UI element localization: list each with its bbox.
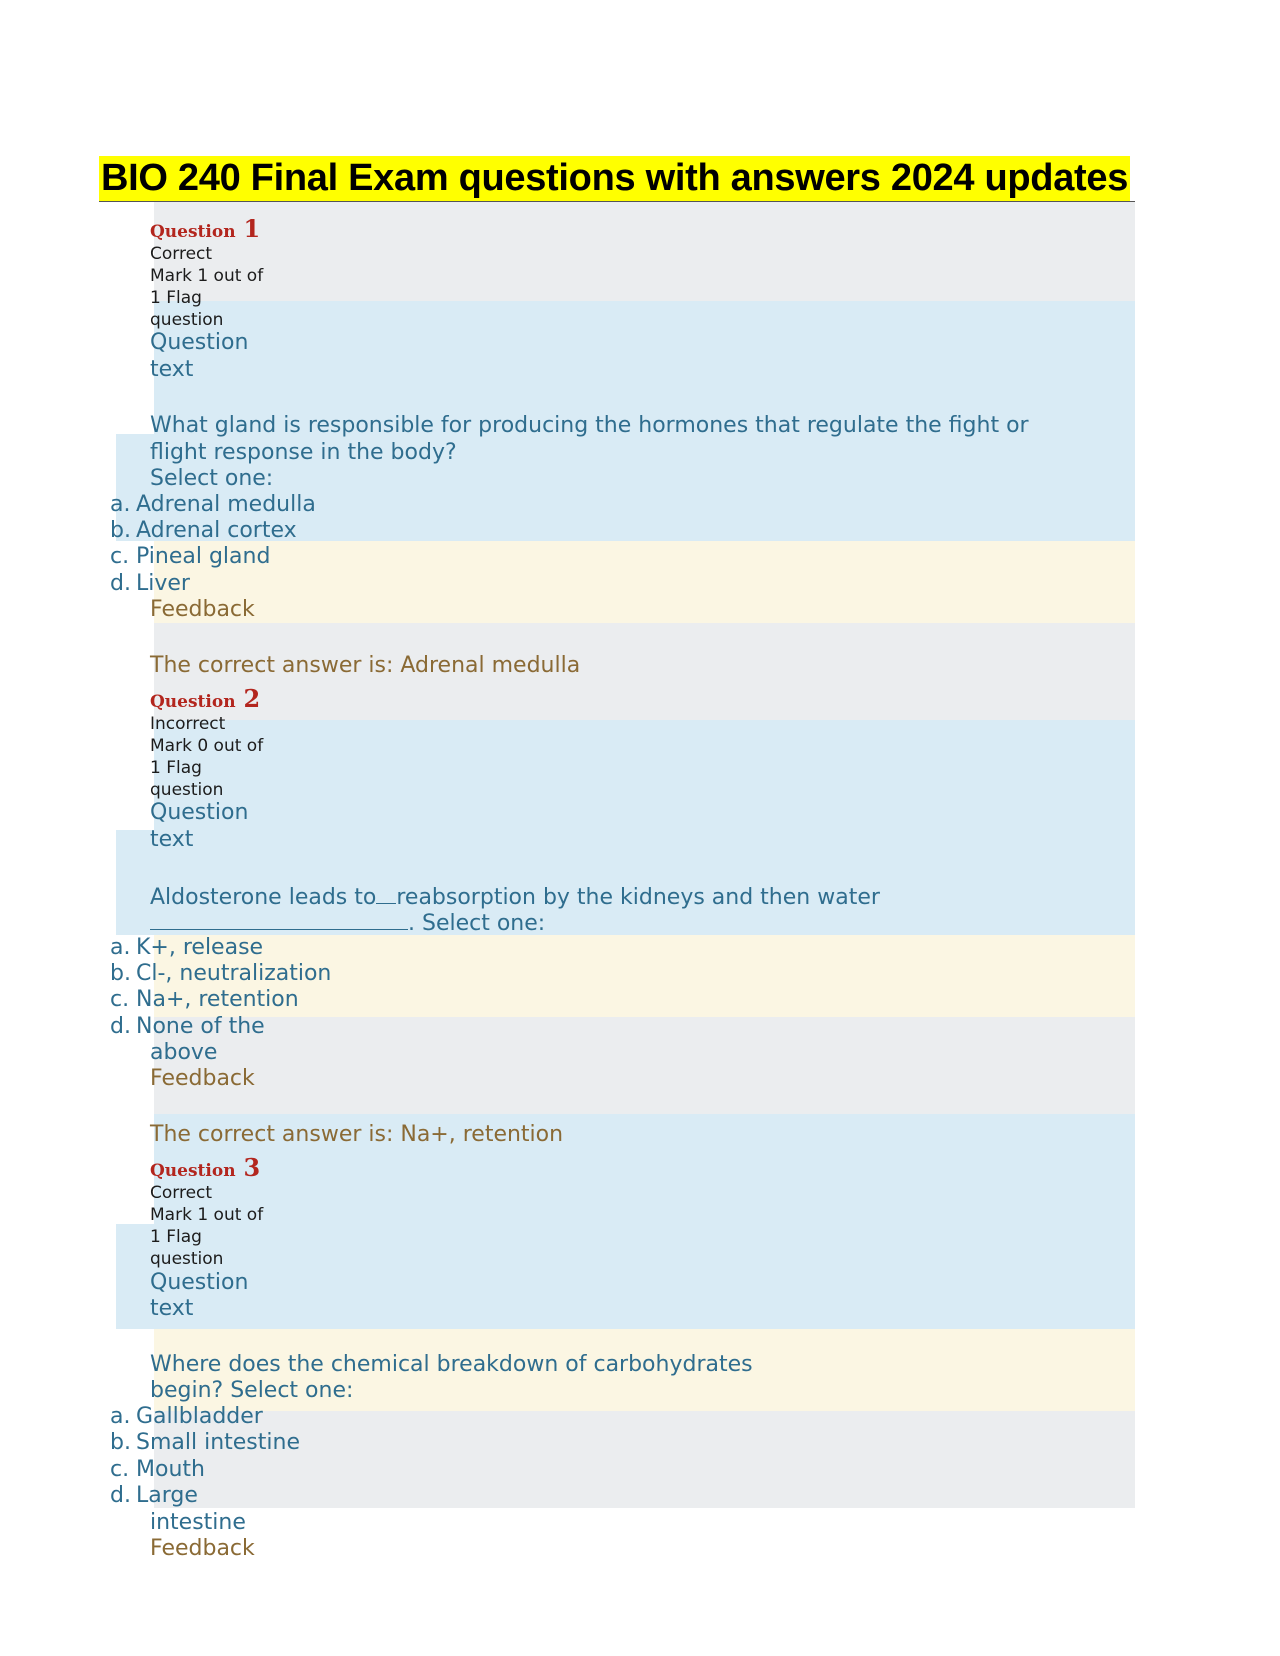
- question-text-end: reabsorption by the kidneys and then water: [396, 885, 880, 910]
- question-text-cont: flight response in the body?: [150, 440, 457, 465]
- band-q3-options: [154, 1411, 1135, 1508]
- question-label: Question: [150, 692, 236, 712]
- flag-question-link-cont[interactable]: question: [150, 1249, 224, 1269]
- answer-option-c[interactable]: [110, 544, 270, 571]
- option-text: Small intestine: [136, 1430, 300, 1455]
- question-number: 3: [243, 1153, 261, 1182]
- flag-question-link[interactable]: 1 Flag: [150, 758, 202, 778]
- question-mark: Mark 0 out of: [150, 736, 264, 756]
- question-text: What gland is responsible for producing the hormones that regulate the fight or: [150, 413, 1029, 438]
- answer-option-d[interactable]: [110, 1483, 198, 1510]
- option-text: Adrenal cortex: [136, 518, 297, 543]
- band-q3-text-wide: [116, 1224, 1135, 1329]
- flag-question-link-cont[interactable]: question: [150, 310, 224, 330]
- question-number: 2: [243, 684, 261, 713]
- option-text: Mouth: [136, 1457, 205, 1482]
- option-letter: d.: [110, 1483, 131, 1508]
- select-one-label: Select one:: [150, 466, 274, 491]
- option-letter: b.: [110, 961, 131, 986]
- fill-in-blank-short: [376, 883, 396, 904]
- answer-option-b[interactable]: [110, 518, 297, 545]
- option-letter: a.: [110, 492, 131, 517]
- question-mark: Mark 1 out of: [150, 266, 264, 286]
- option-text: Large: [136, 1483, 198, 1508]
- question-heading: [150, 684, 260, 713]
- option-letter: b.: [110, 518, 131, 543]
- question-status: Correct: [150, 244, 213, 264]
- question-status: Incorrect: [150, 714, 226, 734]
- question-label: Question: [150, 1161, 236, 1181]
- feedback-label: Feedback: [150, 597, 255, 622]
- fill-in-blank-long: [150, 909, 408, 930]
- band-q1-header: [154, 202, 1135, 301]
- question-heading: [150, 214, 260, 243]
- select-one-label: . Select one:: [408, 911, 546, 936]
- option-text: Liver: [136, 571, 190, 596]
- correct-answer: The correct answer is: Na+, retention: [150, 1122, 564, 1147]
- flag-question-link-cont[interactable]: question: [150, 780, 224, 800]
- option-letter: d.: [110, 571, 131, 596]
- question-text: Where does the chemical breakdown of carbohydrates: [150, 1352, 753, 1377]
- option-text: Na+, retention: [136, 987, 299, 1012]
- option-text: Pineal gland: [136, 544, 271, 569]
- answer-option-a[interactable]: [110, 935, 263, 962]
- answer-option-d-cont[interactable]: intestine: [150, 1510, 246, 1535]
- option-letter: c.: [110, 544, 130, 569]
- answer-option-b[interactable]: [110, 961, 331, 988]
- answer-option-a[interactable]: [110, 492, 316, 519]
- question-label: Question: [150, 222, 236, 242]
- question-text-start: Aldosterone leads to: [150, 885, 377, 910]
- question-text-label: Question: [150, 1270, 249, 1295]
- band-q2-text: [154, 720, 1135, 830]
- answer-option-d-cont[interactable]: above: [150, 1040, 218, 1065]
- option-letter: c.: [110, 987, 130, 1012]
- band-q1-options: [154, 541, 1135, 623]
- title-underline: [99, 201, 1135, 202]
- question-text-cont: [150, 909, 545, 938]
- answer-option-a[interactable]: [110, 1404, 263, 1431]
- option-text: Adrenal medulla: [136, 492, 316, 517]
- question-text: [150, 883, 880, 912]
- answer-option-b[interactable]: [110, 1430, 300, 1457]
- option-text: Gallbladder: [136, 1404, 263, 1429]
- option-letter: d.: [110, 1014, 131, 1039]
- question-heading: [150, 1153, 260, 1182]
- question-text-label-cont: text: [150, 1296, 194, 1321]
- document-title: BIO 240 Final Exam questions with answers 2024 updates: [101, 157, 1129, 199]
- correct-answer: The correct answer is: Adrenal medulla: [150, 653, 581, 678]
- flag-question-link[interactable]: 1 Flag: [150, 288, 202, 308]
- option-letter: c.: [110, 1457, 130, 1482]
- answer-option-d[interactable]: [110, 571, 190, 598]
- answer-option-c[interactable]: [110, 1457, 205, 1484]
- option-text: Cl-, neutralization: [136, 961, 332, 986]
- question-text-label-cont: text: [150, 827, 194, 852]
- feedback-label: Feedback: [150, 1066, 255, 1091]
- question-mark: Mark 1 out of: [150, 1205, 264, 1225]
- option-letter: b.: [110, 1430, 131, 1455]
- option-letter: a.: [110, 935, 131, 960]
- question-text-label-cont: text: [150, 357, 194, 382]
- flag-question-link[interactable]: 1 Flag: [150, 1227, 202, 1247]
- question-number: 1: [243, 214, 261, 243]
- option-text: K+, release: [136, 935, 264, 960]
- question-text-label: Question: [150, 800, 249, 825]
- question-status: Correct: [150, 1183, 213, 1203]
- feedback-label: Feedback: [150, 1536, 255, 1561]
- band-q2-feedback: [154, 1017, 1135, 1114]
- answer-option-d[interactable]: [110, 1014, 265, 1041]
- answer-option-c[interactable]: [110, 987, 299, 1014]
- option-text: None of the: [136, 1014, 265, 1039]
- option-letter: a.: [110, 1404, 131, 1429]
- question-text-cont: begin? Select one:: [150, 1378, 354, 1403]
- question-text-label: Question: [150, 330, 249, 355]
